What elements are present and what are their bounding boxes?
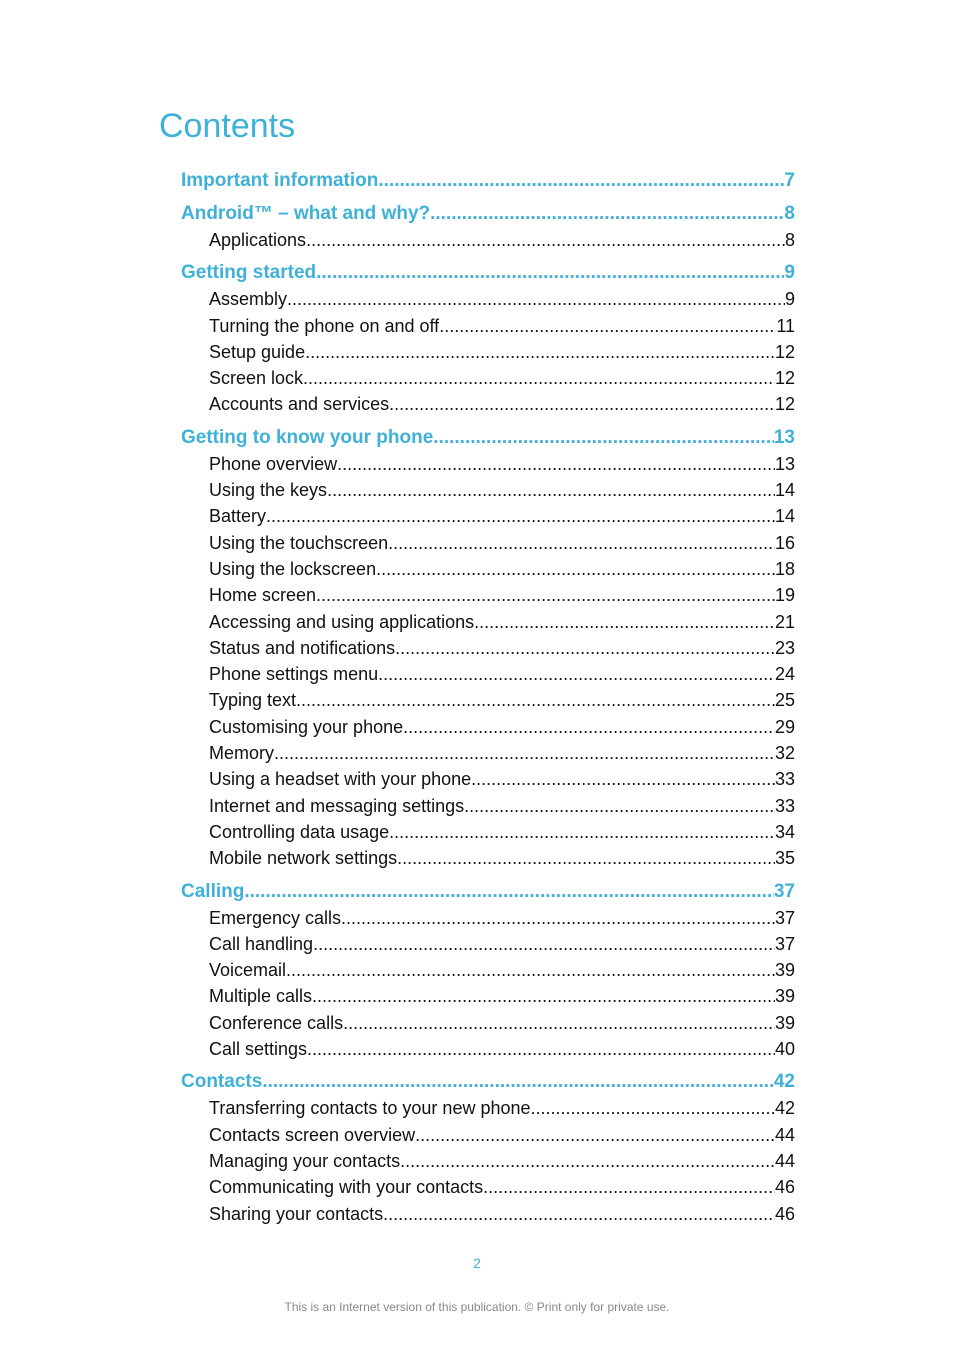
toc-entry-label: Multiple calls bbox=[209, 986, 313, 1007]
dot-leader bbox=[400, 1148, 775, 1174]
toc-entry-page: 14 bbox=[774, 480, 795, 501]
toc-entry-page: 33 bbox=[774, 795, 795, 816]
toc-section bbox=[181, 168, 795, 194]
dot-leader bbox=[389, 819, 775, 845]
dot-leader bbox=[376, 556, 775, 582]
dot-leader bbox=[388, 530, 775, 556]
toc-entry[interactable] bbox=[181, 365, 795, 391]
dot-leader bbox=[286, 957, 775, 983]
toc-entry-page: 37 bbox=[774, 933, 795, 954]
dot-leader bbox=[306, 227, 785, 253]
dot-leader bbox=[389, 391, 775, 417]
toc-section-heading-page: 37 bbox=[773, 880, 795, 902]
toc-entry[interactable] bbox=[181, 582, 795, 608]
toc-entry-label: Sharing your contacts bbox=[209, 1203, 384, 1224]
toc-entry-label: Home screen bbox=[209, 585, 317, 606]
toc-entry[interactable] bbox=[181, 983, 795, 1009]
toc-section-heading-page: 42 bbox=[773, 1071, 795, 1093]
toc-entry-page: 13 bbox=[774, 453, 795, 474]
toc-entry-label: Voicemail bbox=[209, 960, 287, 981]
dot-leader bbox=[313, 931, 775, 957]
toc-entry[interactable] bbox=[181, 503, 795, 529]
dot-leader bbox=[471, 766, 775, 792]
toc-entry[interactable] bbox=[181, 766, 795, 792]
toc-entry[interactable] bbox=[181, 793, 795, 819]
toc-entry[interactable] bbox=[181, 1148, 795, 1174]
dot-leader bbox=[316, 260, 784, 286]
toc-entry-label: Phone settings menu bbox=[209, 664, 379, 685]
dot-leader bbox=[343, 1010, 775, 1036]
toc-entry-label: Setup guide bbox=[209, 341, 306, 362]
toc-entry-label: Communicating with your contacts bbox=[209, 1177, 484, 1198]
toc-section-heading-page: 8 bbox=[784, 203, 795, 224]
toc-entry-label: Accessing and using applications bbox=[209, 611, 475, 632]
toc-section-heading-label: Calling bbox=[181, 880, 245, 902]
toc-entry-page: 12 bbox=[774, 368, 795, 389]
toc-entry[interactable] bbox=[181, 740, 795, 766]
toc-entry-label: Call settings bbox=[209, 1039, 308, 1060]
toc-entry-page: 42 bbox=[774, 1098, 795, 1119]
toc-entry-page: 14 bbox=[774, 506, 795, 527]
toc-entry-page: 40 bbox=[774, 1039, 795, 1060]
toc-entry-page: 39 bbox=[774, 1012, 795, 1033]
dot-leader bbox=[474, 609, 775, 635]
toc-section-heading-label: Important information bbox=[181, 170, 379, 191]
dot-leader bbox=[266, 503, 775, 529]
toc-section-heading-label: Contacts bbox=[181, 1071, 263, 1093]
dot-leader bbox=[327, 477, 775, 503]
toc-section-heading-label: Getting started bbox=[181, 262, 317, 284]
toc-entry-page: 19 bbox=[774, 585, 795, 606]
toc-entry-label: Phone overview bbox=[209, 453, 338, 474]
toc-entry-page: 35 bbox=[774, 848, 795, 869]
dot-leader bbox=[287, 286, 785, 312]
dot-leader bbox=[383, 1201, 775, 1227]
toc-entry[interactable] bbox=[181, 714, 795, 740]
toc-entry-label: Turning the phone on and off bbox=[209, 315, 440, 336]
toc-entry[interactable] bbox=[181, 1010, 795, 1036]
dot-leader bbox=[403, 714, 775, 740]
toc-entry-page: 11 bbox=[776, 315, 795, 336]
footer-note: This is an Internet version of this publication. © Print only for private use. bbox=[284, 1300, 670, 1314]
dot-leader bbox=[395, 635, 775, 661]
toc-entry-page: 39 bbox=[774, 960, 795, 981]
dot-leader bbox=[433, 425, 774, 451]
toc-entry-page: 21 bbox=[774, 611, 795, 632]
toc-entry-label: Assembly bbox=[209, 289, 288, 310]
toc-entry-label: Using the keys bbox=[209, 480, 328, 501]
dot-leader bbox=[378, 168, 784, 194]
toc-entry[interactable] bbox=[181, 1174, 795, 1200]
toc-entry[interactable] bbox=[181, 451, 795, 477]
toc-entry[interactable] bbox=[181, 530, 795, 556]
toc-section bbox=[181, 201, 795, 253]
dot-leader bbox=[303, 365, 775, 391]
toc-entry-label: Using the touchscreen bbox=[209, 532, 389, 553]
toc-entry[interactable] bbox=[181, 635, 795, 661]
toc-section bbox=[181, 425, 795, 872]
toc-entry-label: Screen lock bbox=[209, 368, 304, 389]
toc-entry-page: 32 bbox=[774, 743, 795, 764]
toc-entry-page: 44 bbox=[774, 1150, 795, 1171]
dot-leader bbox=[464, 793, 775, 819]
toc-section bbox=[181, 879, 795, 1063]
toc-entry-page: 23 bbox=[774, 637, 795, 658]
toc-entry-page: 8 bbox=[784, 230, 795, 250]
toc-entry-label: Accounts and services bbox=[209, 394, 390, 415]
page-number: 2 bbox=[473, 1255, 481, 1271]
dot-leader bbox=[296, 687, 775, 713]
toc-entry-page: 46 bbox=[774, 1177, 795, 1198]
toc-entry-page: 24 bbox=[774, 664, 795, 685]
toc-entry-label: Memory bbox=[209, 743, 275, 764]
toc-section bbox=[181, 260, 795, 417]
toc-entry[interactable] bbox=[181, 845, 795, 871]
dot-leader bbox=[483, 1174, 775, 1200]
toc-entry-label: Controlling data usage bbox=[209, 821, 390, 842]
toc-section-heading[interactable] bbox=[181, 1069, 795, 1095]
toc-entry[interactable] bbox=[181, 477, 795, 503]
toc-entry-page: 16 bbox=[774, 532, 795, 553]
dot-leader bbox=[439, 313, 776, 339]
toc-section-heading[interactable] bbox=[181, 260, 795, 286]
dot-leader bbox=[262, 1069, 774, 1095]
toc-entry-label: Managing your contacts bbox=[209, 1150, 401, 1171]
toc-entry[interactable] bbox=[181, 556, 795, 582]
toc-entry[interactable] bbox=[181, 819, 795, 845]
toc-entry-label: Typing text bbox=[209, 690, 297, 711]
toc-entry-label: Conference calls bbox=[209, 1012, 344, 1033]
dot-leader bbox=[316, 582, 775, 608]
page-title: Contents bbox=[159, 106, 296, 145]
toc-entry[interactable] bbox=[181, 957, 795, 983]
toc-entry[interactable] bbox=[181, 687, 795, 713]
toc-section-heading-label: Android™ – what and why? bbox=[181, 203, 431, 224]
toc-section-heading-page: 13 bbox=[773, 426, 795, 448]
dot-leader bbox=[337, 451, 775, 477]
toc-entry-page: 12 bbox=[774, 341, 795, 362]
toc-entry-label: Call handling bbox=[209, 933, 314, 954]
toc-entry[interactable] bbox=[181, 339, 795, 365]
toc-entry[interactable] bbox=[181, 313, 795, 339]
dot-leader bbox=[378, 661, 775, 687]
toc-entry[interactable] bbox=[181, 1122, 795, 1148]
toc-entry[interactable] bbox=[181, 609, 795, 635]
toc-entry[interactable] bbox=[181, 286, 795, 312]
dot-leader bbox=[307, 1036, 775, 1062]
toc-section-heading-page: 9 bbox=[784, 262, 795, 284]
toc-entry-page: 25 bbox=[774, 690, 795, 711]
toc-entry-page: 29 bbox=[774, 716, 795, 737]
toc-entry[interactable] bbox=[181, 905, 795, 931]
dot-leader bbox=[305, 339, 775, 365]
toc-section-heading[interactable] bbox=[181, 879, 795, 905]
toc-entry-page: 12 bbox=[774, 394, 795, 415]
toc-section-heading[interactable] bbox=[181, 168, 795, 194]
dot-leader bbox=[531, 1095, 775, 1121]
toc-entry-page: 37 bbox=[774, 907, 795, 928]
toc-entry-label: Internet and messaging settings bbox=[209, 795, 465, 816]
toc-entry-page: 44 bbox=[774, 1124, 795, 1145]
toc-entry[interactable] bbox=[181, 227, 795, 253]
toc-entry-label: Battery bbox=[209, 506, 267, 527]
toc-entry-label: Using a headset with your phone bbox=[209, 769, 472, 790]
toc-entry[interactable] bbox=[181, 1095, 795, 1121]
toc-entry-page: 18 bbox=[774, 558, 795, 579]
toc-section-heading[interactable] bbox=[181, 201, 795, 227]
table-of-contents bbox=[181, 168, 795, 1234]
dot-leader bbox=[341, 905, 775, 931]
toc-entry-label: Mobile network settings bbox=[209, 848, 398, 869]
toc-entry-page: 46 bbox=[774, 1203, 795, 1224]
toc-entry-label: Emergency calls bbox=[209, 907, 342, 928]
toc-entry[interactable] bbox=[181, 931, 795, 957]
toc-entry-page: 9 bbox=[784, 289, 795, 310]
toc-entry[interactable] bbox=[181, 661, 795, 687]
toc-entry-label: Status and notifications bbox=[209, 637, 396, 658]
toc-entry[interactable] bbox=[181, 391, 795, 417]
toc-section-heading[interactable] bbox=[181, 425, 795, 451]
dot-leader bbox=[274, 740, 775, 766]
toc-entry[interactable] bbox=[181, 1201, 795, 1227]
dot-leader bbox=[244, 879, 774, 905]
toc-entry-label: Contacts screen overview bbox=[209, 1124, 416, 1145]
toc-entry-page: 39 bbox=[774, 986, 795, 1007]
dot-leader bbox=[397, 845, 775, 871]
toc-entry-label: Transferring contacts to your new phone bbox=[209, 1098, 531, 1119]
toc-entry-label: Using the lockscreen bbox=[209, 558, 377, 579]
toc-section-heading-page: 7 bbox=[784, 170, 795, 191]
toc-entry-page: 34 bbox=[774, 821, 795, 842]
dot-leader bbox=[312, 983, 775, 1009]
dot-leader bbox=[415, 1122, 775, 1148]
dot-leader bbox=[430, 201, 784, 227]
toc-entry[interactable] bbox=[181, 1036, 795, 1062]
toc-entry-page: 33 bbox=[774, 769, 795, 790]
toc-section bbox=[181, 1069, 795, 1226]
toc-section-heading-label: Getting to know your phone bbox=[181, 426, 434, 448]
toc-entry-label: Applications bbox=[209, 230, 307, 250]
toc-entry-label: Customising your phone bbox=[209, 716, 404, 737]
